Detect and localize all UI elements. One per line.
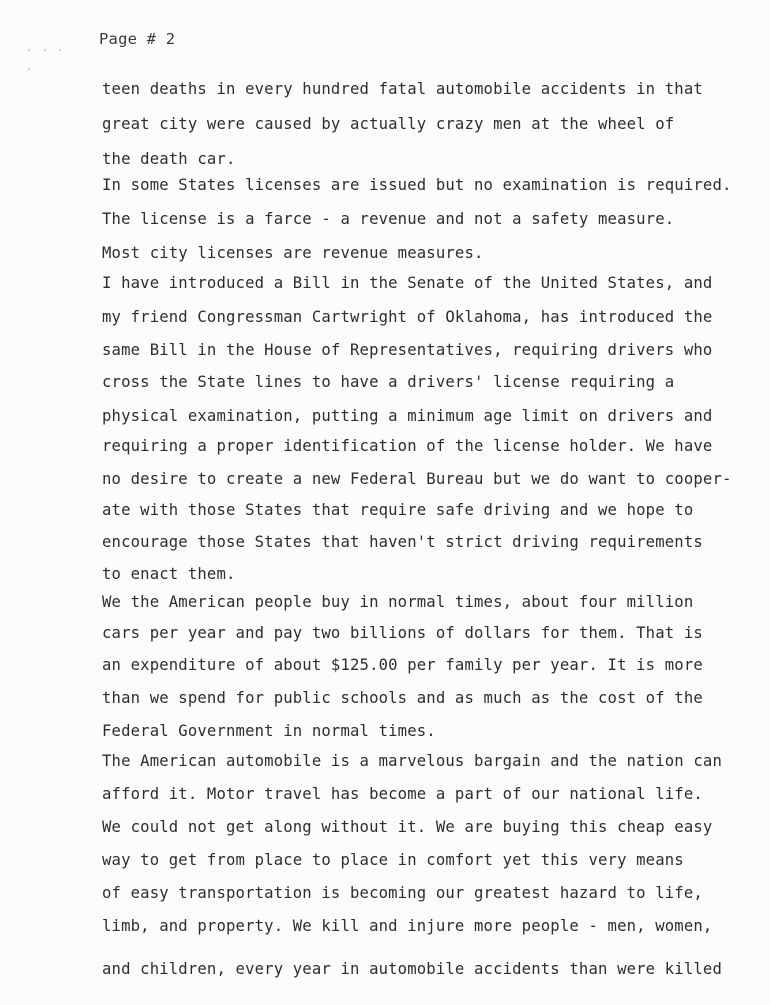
body-line: cross the State lines to have a drivers' license requiring a xyxy=(102,373,675,391)
body-line: of easy transportation is becoming our greatest hazard to life, xyxy=(102,884,703,902)
body-line: great city were caused by actually crazy men at the wheel of xyxy=(102,115,675,133)
body-line: The license is a farce - a revenue and not a safety measure. xyxy=(102,210,675,228)
body-line: same Bill in the House of Representatives, requiring drivers who xyxy=(102,341,713,359)
page-number-header: Page # 2 xyxy=(99,30,176,48)
body-line: ate with those States that require safe driving and we hope to xyxy=(102,501,694,519)
body-line: to enact them. xyxy=(102,565,236,583)
body-line: Federal Government in normal times. xyxy=(102,722,436,740)
body-line: physical examination, putting a minimum age limit on drivers and xyxy=(102,407,713,425)
body-line: than we spend for public schools and as much as the cost of the xyxy=(102,689,703,707)
body-line: my friend Congressman Cartwright of Oklahoma, has introduced the xyxy=(102,308,713,326)
body-line: cars per year and pay two billions of dollars for them. That is xyxy=(102,624,703,642)
body-line: and children, every year in automobile accidents than were killed xyxy=(102,960,722,978)
body-line: encourage those States that haven't strict driving requirements xyxy=(102,533,703,551)
body-line: teen deaths in every hundred fatal automobile accidents in that xyxy=(102,80,703,98)
body-line: The American automobile is a marvelous bargain and the nation can xyxy=(102,752,722,770)
body-line: requiring a proper identification of the license holder. We have xyxy=(102,437,713,455)
body-line: We could not get along without it. We are buying this cheap easy xyxy=(102,818,713,836)
body-line: way to get from place to place in comfort yet this very means xyxy=(102,851,684,869)
body-line: no desire to create a new Federal Bureau but we do want to cooper- xyxy=(102,470,732,488)
body-line: an expenditure of about $125.00 per family per year. It is more xyxy=(102,656,703,674)
body-line: limb, and property. We kill and injure more people - men, women, xyxy=(102,917,713,935)
body-line: Most city licenses are revenue measures. xyxy=(102,244,484,262)
body-line: We the American people buy in normal times, about four million xyxy=(102,593,694,611)
body-line: I have introduced a Bill in the Senate of the United States, and xyxy=(102,274,713,292)
body-line: afford it. Motor travel has become a part of our national life. xyxy=(102,785,703,803)
body-line: In some States licenses are issued but no examination is required. xyxy=(102,176,732,194)
body-line: the death car. xyxy=(102,150,236,168)
